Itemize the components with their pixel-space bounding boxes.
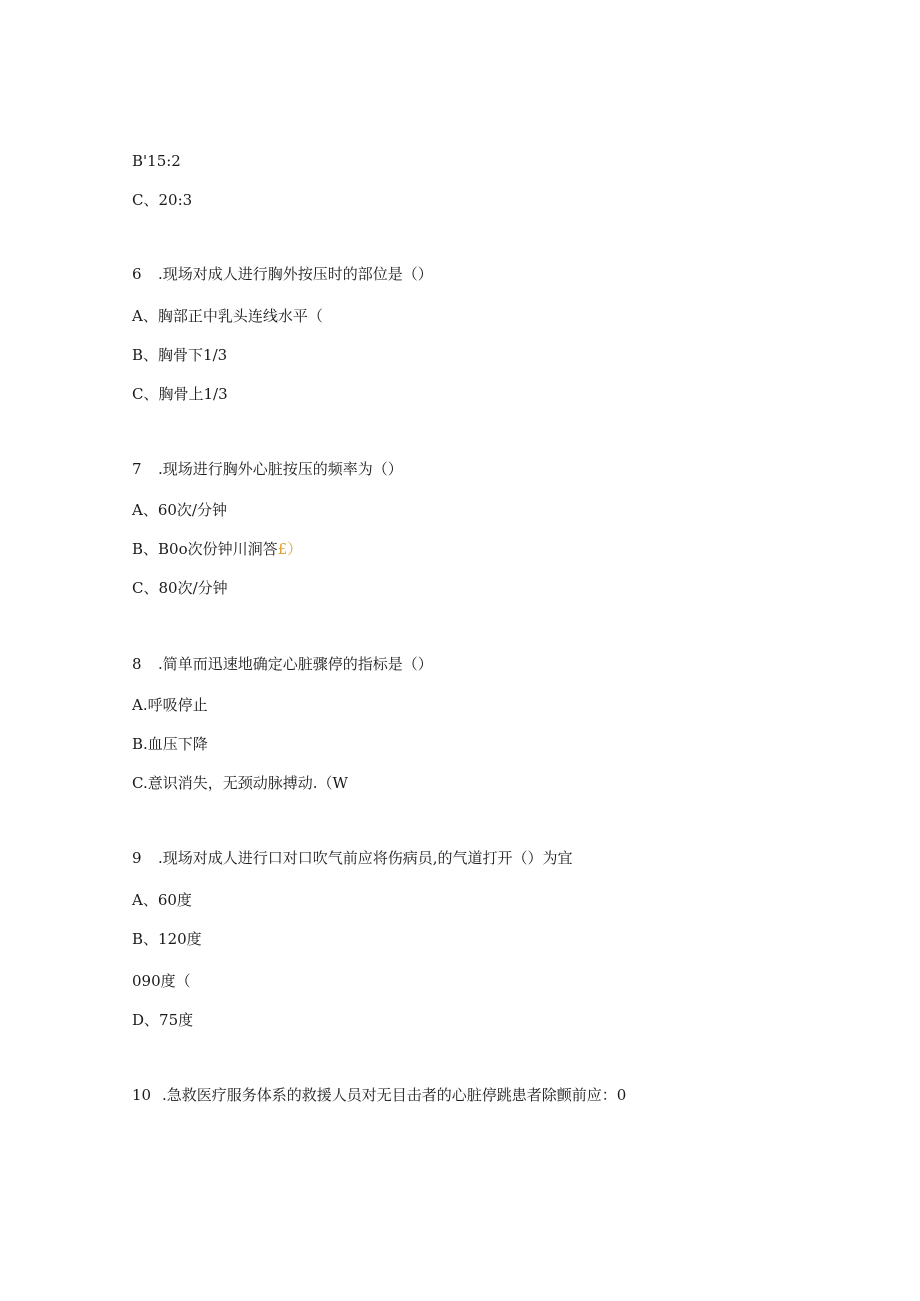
option-text: B、胸骨下1/3: [132, 346, 228, 364]
option-b-q9: [132, 929, 202, 949]
option-c-q9: [132, 971, 191, 991]
option-text: A、胸部正中乳头连线水平（: [132, 307, 323, 325]
option-text: B.血压下降: [132, 735, 208, 753]
question-6: [132, 264, 433, 284]
question-number: 9: [132, 849, 142, 867]
option-accent-text: £）: [277, 540, 303, 558]
question-9: [132, 848, 573, 868]
option-text: 090度（: [132, 972, 191, 990]
option-text: A.呼吸停止: [132, 696, 208, 714]
option-text: C、20:3: [132, 191, 193, 209]
option-text: A、60次/分钟: [132, 501, 227, 519]
question-8: [132, 654, 433, 674]
option-b-q5: [132, 151, 181, 171]
option-c-q7: [132, 578, 228, 598]
question-text: .现场对成人进行口对口吹气前应将伤病员,的气道打开（）为宜: [158, 849, 573, 867]
question-text: .现场对成人进行胸外按压时的部位是（）: [158, 265, 433, 283]
option-text: A、60度: [132, 891, 192, 909]
question-7: [132, 459, 403, 479]
option-text: B、B0o次份钟川涧答: [132, 540, 278, 558]
question-10: [132, 1085, 626, 1105]
question-text: .急救医疗服务体系的救援人员对无目击者的心脏停跳患者除颤前应：0: [162, 1086, 627, 1104]
option-a-q8: [132, 695, 208, 715]
option-text: B'15:2: [132, 152, 181, 170]
option-b-q8: [132, 734, 208, 754]
option-text: C、胸骨上1/3: [132, 385, 228, 403]
question-text: .现场进行胸外心脏按压的频率为（）: [158, 460, 403, 478]
option-a-q6: [132, 306, 323, 326]
question-number: 7: [132, 460, 142, 478]
question-number: 8: [132, 655, 142, 673]
option-d-q9: [132, 1010, 193, 1030]
option-text: D、75度: [132, 1011, 194, 1029]
question-text: .简单而迅速地确定心脏骤停的指标是（）: [158, 655, 433, 673]
option-a-q9: [132, 890, 192, 910]
option-c-q8: [132, 773, 348, 793]
option-text: C、80次/分钟: [132, 579, 228, 597]
option-text: B、120度: [132, 930, 202, 948]
option-a-q7: [132, 500, 227, 520]
option-c-q6: [132, 384, 228, 404]
question-number: 10: [132, 1086, 152, 1104]
question-number: 6: [132, 265, 142, 283]
option-b-q7: [132, 539, 302, 559]
option-b-q6: [132, 345, 227, 365]
option-text: C.意识消失，无颈动脉搏动.（W: [132, 774, 348, 792]
option-c-q5: [132, 190, 192, 210]
